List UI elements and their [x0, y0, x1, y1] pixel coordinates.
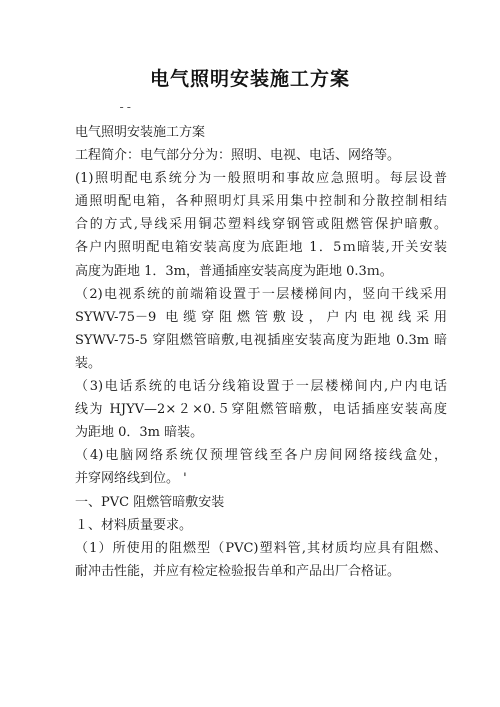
body-line: 各户内照明配电箱安装高度为底距地 1．5ｍ暗装,开关安装 [75, 240, 447, 256]
body-line: （4)电脑网络系统仅预埋管线至各户房间网络接线盒处， [75, 448, 447, 464]
body-line: 装。 [75, 355, 102, 371]
body-line: 并穿网络线到位。 ' [75, 471, 187, 487]
body-line: 耐冲击性能，并应有检定检验报告单和产品出厂合格证。 [75, 563, 401, 579]
body-line: （3)电话系统的电话分线箱设置于一层楼梯间内,户内电话 [75, 379, 447, 395]
body-line: 工程简介：电气部分分为：照明、电视、电话、网络等。 [75, 148, 401, 164]
body-line: 电气照明安装施工方案 [75, 125, 206, 140]
section-heading: 一、PVC 阻燃管暗敷安装 [75, 494, 225, 510]
body-line: （2)电视系统的前端箱设置于一层楼梯间内，竖向干线采用 [75, 286, 447, 302]
body-line: 为距地 0．3m 暗装。 [75, 425, 204, 441]
body-line: SYWV-75－9 电缆穿阻燃管敷设，户内电视线采用 [75, 309, 447, 325]
body-line: SYWV-75-5 穿阻燃管暗敷,电视插座安装高度为距地 0.3m 暗 [75, 332, 447, 348]
body-line: (1)照明配电系统分为一般照明和事故应急照明。每层设普 [75, 171, 447, 187]
body-line: 线为 HJYV—2×２×0.５穿阻燃管暗敷，电话插座安装高度 [75, 402, 447, 418]
document-title: 电气照明安装施工方案 [149, 68, 350, 90]
title-separator: -- [118, 100, 133, 114]
body-line: 通照明配电箱，各种照明灯具采用集中控制和分散控制相结 [75, 194, 447, 210]
body-line: 合的方式,导线采用铜芯塑料线穿钢管或阻燃管保护暗敷。 [75, 217, 447, 233]
body-line: （1）所使用的阻燃型（PVC)塑料管,其材质均应具有阻燃、 [75, 540, 447, 556]
subsection-heading: １、材料质量要求。 [75, 517, 193, 533]
document-body [75, 121, 447, 583]
body-line: 高度为距地 1．3m，普通插座安装高度为距地 0.3ｍ。 [75, 263, 393, 279]
